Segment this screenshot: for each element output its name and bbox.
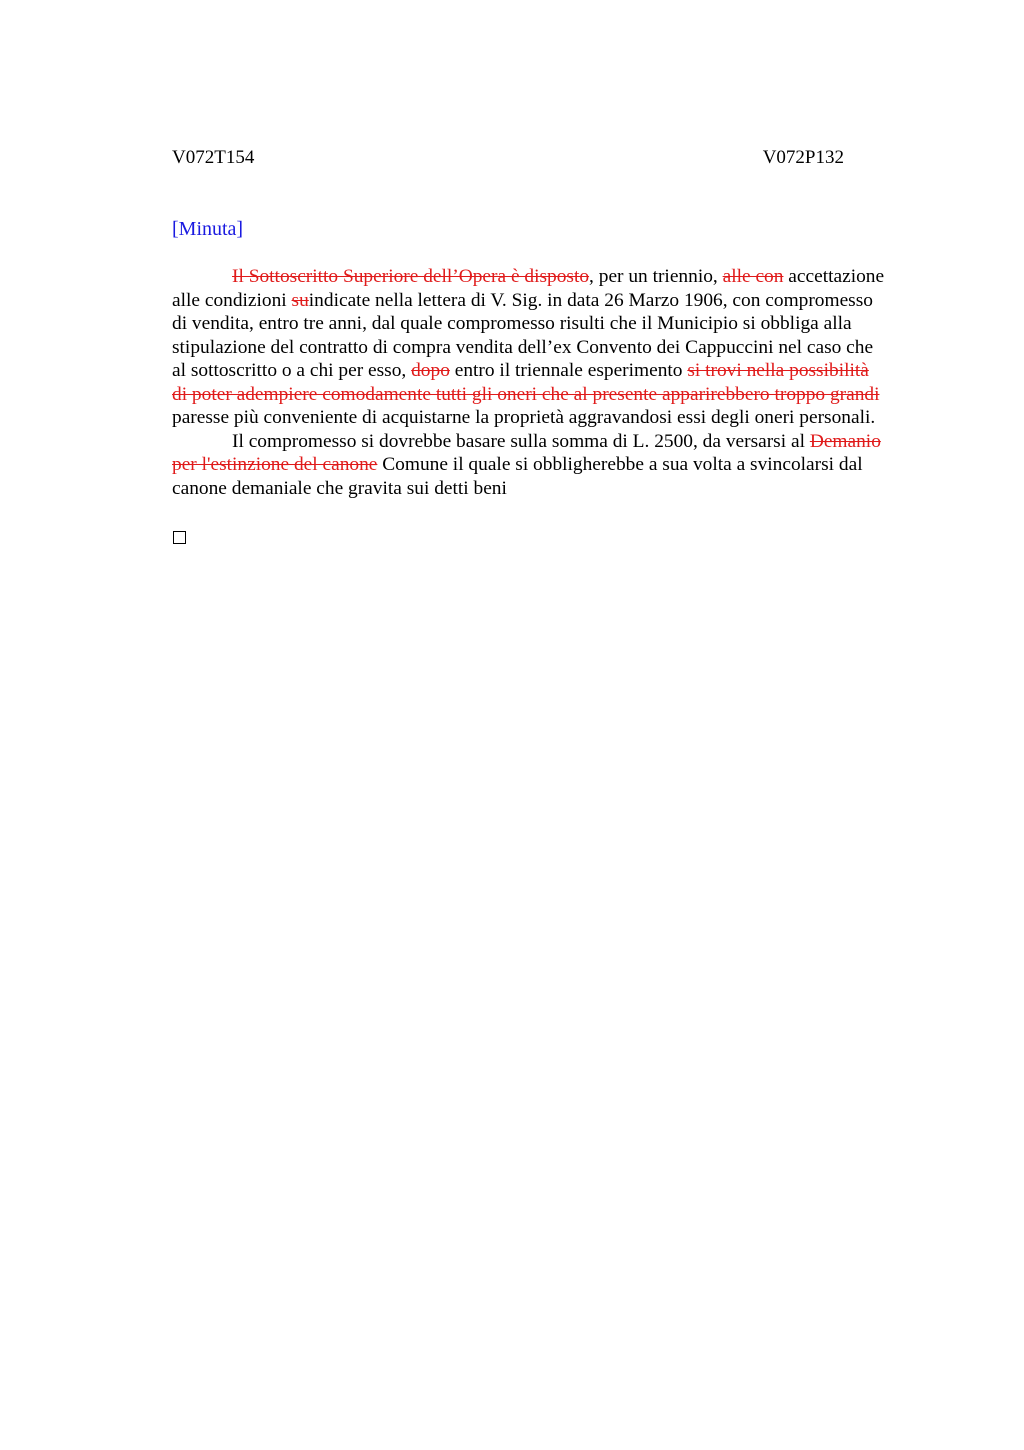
deleted-text: si trovi nella possibilità [687, 360, 869, 381]
paragraph-1-line-5 [172, 359, 932, 383]
paragraph-2-line-3: canone demaniale che gravita sui detti beni [172, 477, 507, 499]
document-code-left: V072T154 [172, 147, 255, 168]
paragraph-2-line-1 [172, 430, 932, 454]
deleted-text: dopo [411, 360, 450, 381]
paragraph-1-line-6: di poter adempiere comodamente tutti gli oneri che al presente apparirebbero troppo grandi [172, 383, 880, 405]
checkbox[interactable] [173, 531, 186, 544]
document-heading: [Minuta] [172, 218, 244, 240]
text-segment: entro il triennale esperimento [449, 360, 688, 381]
paragraph-1-line-2 [172, 289, 932, 313]
paragraph-1-line-4: stipulazione del contratto di compra vendita dell’ex Convento dei Cappuccini nel caso che [172, 336, 874, 358]
text-segment: Il compromesso si dovrebbe basare sulla somma di L. 2500, da versarsi al [232, 430, 810, 452]
text-segment: alle condizioni [172, 289, 292, 311]
deleted-text: alle con [722, 266, 784, 287]
text-segment: al sottoscritto o a chi per esso, [172, 360, 412, 381]
paragraph-2-line-2 [172, 453, 932, 477]
text-segment: accettazione [783, 266, 885, 287]
deleted-text: Demanio [809, 430, 881, 452]
deleted-text: per l'estinzione del canone [172, 454, 378, 475]
text-segment: Comune il quale si obbligherebbe a sua volta a svincolarsi dal [377, 454, 863, 475]
text-segment: , per un triennio, [589, 266, 723, 287]
paragraph-1-line-1 [172, 265, 932, 289]
paragraph-1-line-7: paresse più conveniente di acquistarne la proprietà aggravandosi essi degli oneri personali. [172, 407, 876, 428]
paragraph-1-line-3: di vendita, entro tre anni, dal quale compromesso risulti che il Municipio si obbliga alla [172, 313, 852, 334]
document-body [172, 265, 932, 500]
document-code-right: V072P132 [762, 147, 844, 168]
deleted-text: Il Sottoscritto Superiore dell’Opera è disposto [232, 266, 590, 287]
deleted-text: su [291, 289, 309, 311]
text-segment: indicate nella lettera di V. Sig. in data 26 Marzo 1906, con compromesso [308, 289, 873, 311]
